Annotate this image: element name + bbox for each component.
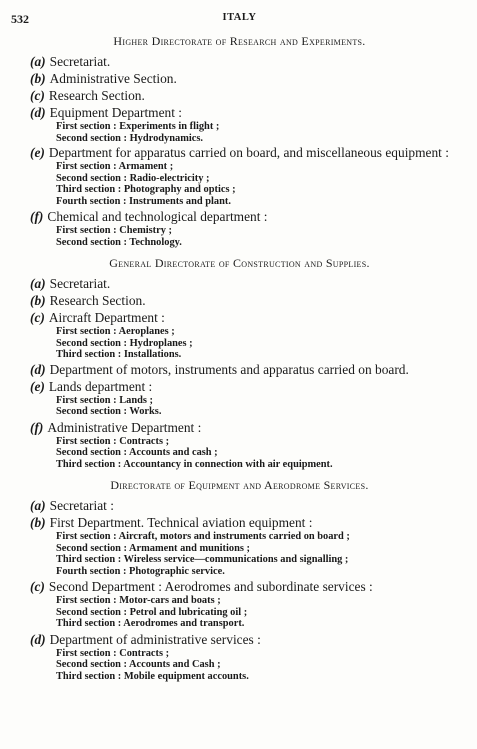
entry-text: Second Department : Aerodromes and subordinate services : xyxy=(48,579,373,594)
entry-letter: (d) xyxy=(30,631,46,647)
subsection-item: Third section : Wireless service—communications and signalling ; xyxy=(56,554,349,565)
subsection-item: Third section : Accountancy in connection with air equipment. xyxy=(56,458,333,470)
section-title: Directorate of Equipment and Aerodrome Services. xyxy=(110,478,369,492)
entry-letter: (b) xyxy=(30,293,46,308)
subsection-item: Fourth section : Photographic service. xyxy=(56,565,225,577)
section-entry xyxy=(8,145,471,161)
entry-text: Research Section. xyxy=(48,88,145,103)
section-title: General Directorate of Construction and Supplies. xyxy=(109,256,370,270)
entry-letter: (f) xyxy=(30,209,44,224)
subsection-item: Third section : Installations. xyxy=(56,349,182,360)
subsection-item: Third section : Photography and optics ; xyxy=(56,184,236,195)
entry-letter: (d) xyxy=(30,105,46,120)
subsection-list xyxy=(56,648,471,683)
entry-letter: (a) xyxy=(30,498,46,513)
entry-text: Equipment Department : xyxy=(49,105,183,120)
subsection-list xyxy=(56,395,471,418)
section-entry xyxy=(30,419,471,436)
entry-text: Research Section. xyxy=(49,293,146,308)
subsection-item: Second section : Petrol and lubricating oil ; xyxy=(56,606,248,618)
entry-letter: (a) xyxy=(30,276,46,291)
subsection-list xyxy=(56,531,471,577)
subsection-item: First section : Aeroplanes ; xyxy=(56,326,175,337)
section-entry xyxy=(30,578,471,595)
entry-text: Administrative Department : xyxy=(47,419,202,435)
entry-text: Aircraft Department : xyxy=(48,310,165,325)
subsection-list xyxy=(56,225,471,248)
entry-text: Department for apparatus carried on board, and miscellaneous equipment : xyxy=(48,145,449,160)
entry-text: Lands department : xyxy=(48,378,153,394)
entry-text: Department of motors, instruments and apparatus carried on board. xyxy=(49,361,409,377)
subsection-item: First section : Contracts ; xyxy=(56,647,170,659)
section-entry xyxy=(8,362,471,378)
subsection-item: Second section : Accounts and cash ; xyxy=(56,447,218,458)
entry-letter: (c) xyxy=(30,88,45,103)
subsection-list xyxy=(56,436,471,471)
subsection-item: Second section : Technology. xyxy=(56,236,182,248)
page-number: 532 xyxy=(11,12,29,26)
subsection-item: Second section : Accounts and Cash ; xyxy=(56,659,221,670)
entry-text: Secretariat : xyxy=(49,498,114,513)
section-entry xyxy=(30,514,471,531)
entry-letter: (c) xyxy=(30,310,45,325)
subsection-item: Second section : Hydroplanes ; xyxy=(56,337,193,349)
section-entry xyxy=(30,104,471,121)
subsection-item: First section : Aircraft, motors and instruments carried on board ; xyxy=(56,531,350,542)
subsection-list xyxy=(56,121,471,144)
subsection-item: Second section : Armament and munitions ; xyxy=(56,542,250,554)
section-entry xyxy=(30,208,471,225)
entry-text: Department of administrative services : xyxy=(49,631,261,647)
page-header xyxy=(8,0,471,26)
subsection-item: Fourth section : Instruments and plant. xyxy=(56,195,231,207)
subsection-item: First section : Motor-cars and boats ; xyxy=(56,595,221,606)
entry-text: Secretariat. xyxy=(49,54,111,69)
document-body xyxy=(8,34,471,682)
section-entry xyxy=(30,292,471,309)
entry-letter: (b) xyxy=(30,71,46,86)
subsection-item: Second section : Hydrodynamics. xyxy=(56,132,204,144)
subsection-item: Third section : Aerodromes and transport. xyxy=(56,618,245,629)
section-entry xyxy=(30,631,471,648)
entry-letter: (c) xyxy=(30,579,45,594)
section-entry xyxy=(30,497,471,514)
section-entry xyxy=(30,275,471,292)
subsection-item: First section : Contracts ; xyxy=(56,435,170,447)
subsection-list xyxy=(56,595,471,630)
section-entry xyxy=(30,53,471,70)
entry-letter: (b) xyxy=(30,515,46,530)
running-head: ITALY xyxy=(222,12,257,23)
entry-letter: (f) xyxy=(30,419,44,435)
entry-letter: (a) xyxy=(30,54,46,69)
section-entry xyxy=(30,70,471,87)
entry-text: Administrative Section. xyxy=(49,71,177,86)
section-entry xyxy=(30,309,471,326)
subsection-item: Third section : Mobile equipment accounts. xyxy=(56,670,249,682)
subsection-item: First section : Chemistry ; xyxy=(56,225,172,236)
section-entry xyxy=(30,87,471,104)
subsection-list xyxy=(56,161,471,207)
entry-text: Secretariat. xyxy=(49,276,111,291)
entry-letter: (e) xyxy=(30,145,45,160)
subsection-list xyxy=(56,326,471,361)
subsection-item: First section : Lands ; xyxy=(56,394,153,406)
entry-text: First Department. Technical aviation equipment : xyxy=(49,515,313,530)
subsection-item: Second section : Radio-electricity ; xyxy=(56,172,210,184)
entry-text: Chemical and technological department : xyxy=(47,209,268,224)
subsection-item: First section : Armament ; xyxy=(56,161,174,172)
subsection-item: Second section : Works. xyxy=(56,406,162,417)
entry-letter: (e) xyxy=(30,378,45,394)
section-title: Higher Directorate of Research and Experiments. xyxy=(113,34,366,48)
subsection-item: First section : Experiments in flight ; xyxy=(56,121,220,132)
entry-letter: (d) xyxy=(30,361,46,377)
section-entry xyxy=(30,378,471,395)
